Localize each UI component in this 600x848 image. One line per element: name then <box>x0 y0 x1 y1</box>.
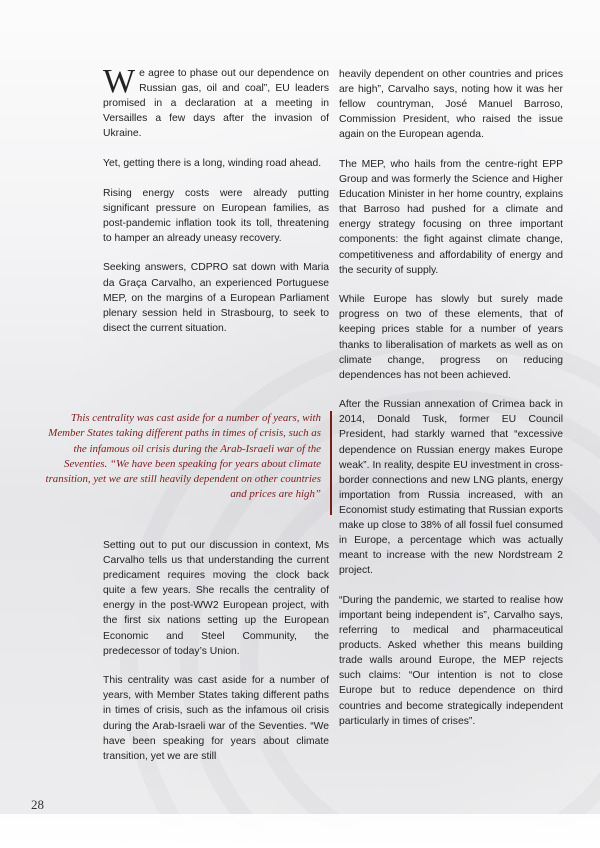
right-paragraph-2: The MEP, who hails from the centre-right EPP Group and was formerly the Science and Higher Education Minister in her home country, explains that Barroso had pushed for a climate and energy strategy focusing on three important components: the fight against climate change, competitiveness and affordability of energy and the security of supply. <box>339 158 563 276</box>
intro-paragraph <box>103 63 329 141</box>
right-paragraph-5: “During the pandemic, we started to realise how important being independent is”, Carvalho says, referring to medical and pharmaceutical products. Asked whether this means building trade walls around Europe, the MEP rejects such claims: “Our intention is not to close Europe but to reduce dependence on third countries and become strategically independent particularly in times of crises”. <box>339 594 563 727</box>
right-paragraph-4: After the Russian annexation of Crimea back in 2014, Donald Tusk, former EU Council President, had starkly warned that “excessive dependence on Russian energy makes Europe weak”. In reality, despite EU investment in cross-border connections and new LNG plants, energy importation from Russia increased, with an Economist study estimating that Russian exports make up close to 38% of all fossil fuel consumed in Europe, a percentage which was actually meant to increase with the new Nordstream 2 project. <box>339 399 563 577</box>
right-paragraph-1: heavily dependent on other countries and prices are high”, Carvalho says, noting how it was her fellow countryman, José Manuel Barroso, Commission President, who raised the issue again on the European agenda. <box>339 69 563 141</box>
right-column <box>339 67 563 743</box>
left-paragraph-2: Yet, getting there is a long, winding road ahead. <box>103 157 322 169</box>
left-lower-paragraph-2: This centrality was cast aside for a number of years, with Member States taking different paths in times of crisis, such as the infamous oil crisis during the Arab-Israeli war of the Seventies. “We have been speaking for years about climate transition, yet we are still <box>103 675 329 762</box>
left-paragraph-3: Rising energy costs were already putting significant pressure on European families, as post-pandemic inflation took its toll, threatening to hamper an already uneasy recovery. <box>103 187 329 244</box>
right-paragraph-3: While Europe has slowly but surely made progress on two of these elements, that of keeping prices stable for a number of years thanks to liberalisation of markets as well as on climate change, progress on reducing dependences has not been achieved. <box>339 294 563 381</box>
pull-quote-rule <box>330 411 332 515</box>
left-paragraph-4: Seeking answers, CDPRO sat down with Maria da Graça Carvalho, an experienced Portuguese MEP, on the margins of a European Parliament plenary session held in Strasbourg, to seek to disect the current situation. <box>103 262 329 334</box>
dropcap: W <box>103 63 136 100</box>
bottom-band <box>0 814 600 848</box>
pull-quote: This centrality was cast aside for a number of years, with Member States taking different paths in times of crisis, such as the infamous oil crisis during the Arab-Israeli war of the Seventies. “We have been speaking for years about climate transition, yet we are still heavily dependent on other countries and prices are high” <box>45 412 321 501</box>
left-column-lower <box>103 538 329 778</box>
intro-text: e agree to phase out our dependence on Russian gas, oil and coal”, EU leaders promised in a declaration at a meeting in Versailles a few days after the invasion of Ukraine. <box>103 68 329 140</box>
left-lower-paragraph-1: Setting out to put our discussion in context, Ms Carvalho tells us that understanding the current predicament requires moving the clock back quite a few years. She recalls the centrality of energy in the post-WW2 European project, with the first six nations setting up the European Economic and Steel Community, the predecessor of today’s Union. <box>103 540 329 657</box>
left-column <box>103 63 329 350</box>
page-number: 28 <box>31 797 44 812</box>
